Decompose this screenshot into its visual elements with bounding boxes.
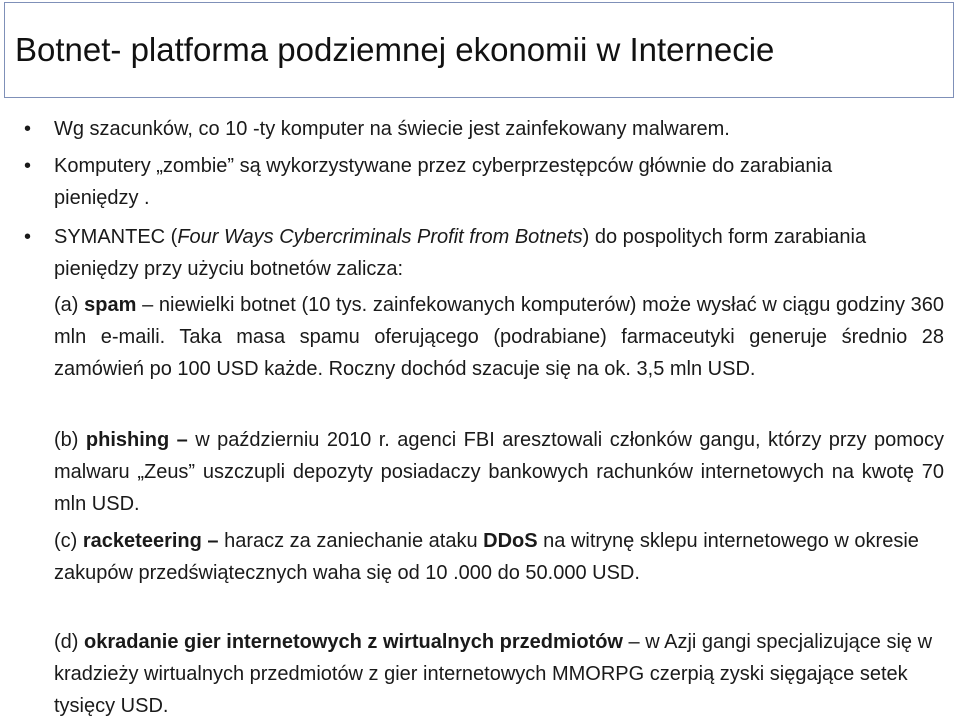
item-a-term: spam [84,294,137,316]
item-a-text: – niewielki botnet (10 tys. zainfekowanych komputerów) może wysłać w ciągu godziny 360 mln e-maili. Taka masa spamu oferującego (podrabiane) farmaceutyki generuje średnio 28 zamówień po 100 USD każde. Roczny dochód szacuje się na ok. 3,5 mln USD. [54,294,945,380]
item-c-prefix: (c) [54,530,83,552]
bullet-dot: • [24,118,32,140]
item-c-text2: na witrynę sklepu internetowego w okresie zakupów przedświątecznych waha się od 10 .000 do 50.000 USD. [54,530,919,584]
bullet-1: Wg szacunków, co 10 -ty komputer na świecie jest zainfekowany malwarem. [54,118,730,140]
item-d-term: okradanie gier internetowych z wirtualnych przedmiotów [84,631,623,653]
bullet-3-post: ) do pospolitych form zarabiania pieniędzy przy użyciu botnetów zalicza: [54,226,867,280]
item-d [54,626,944,722]
bullet-3-italic: Four Ways Cybercriminals Profit from Botnets [177,226,583,248]
item-c-text1: haracz za zaniechanie ataku [218,530,484,552]
item-b-term: phishing – [85,429,188,451]
item-b [54,424,944,520]
bullet-3 [54,221,914,285]
item-d-prefix: (d) [54,631,84,653]
bullet-dot: • [24,155,32,177]
item-a-prefix: (a) [54,294,85,316]
item-c [54,525,944,589]
bullet-2: Komputery „zombie” są wykorzystywane przez cyberprzestępców głównie do zarabiania pieniędzy . [54,155,833,209]
slide-title: Botnet- platforma podziemnej ekonomii w Internecie [15,31,775,68]
item-d-text: – w Azji gangi specjalizujące się w kradzieży wirtualnych przedmiotów z gier internetowych MMORPG czerpią zyski sięgające setek tysięcy USD. [54,631,933,717]
item-c-term: racketeering – [82,530,219,552]
bullet-dot: • [24,226,32,248]
item-a [54,289,944,385]
item-b-prefix: (b) [54,429,86,451]
item-c-ddos: DDoS [483,530,538,552]
item-b-text: w październiu 2010 r. agenci FBI aresztowali członków gangu, którzy przy pomocy malwaru „Zeus” uszczupli depozyty posiadaczy bankowych rachunków internetowych na kwotę 70 mln USD. [54,429,945,515]
bullet-3-pre: SYMANTEC ( [54,226,178,248]
